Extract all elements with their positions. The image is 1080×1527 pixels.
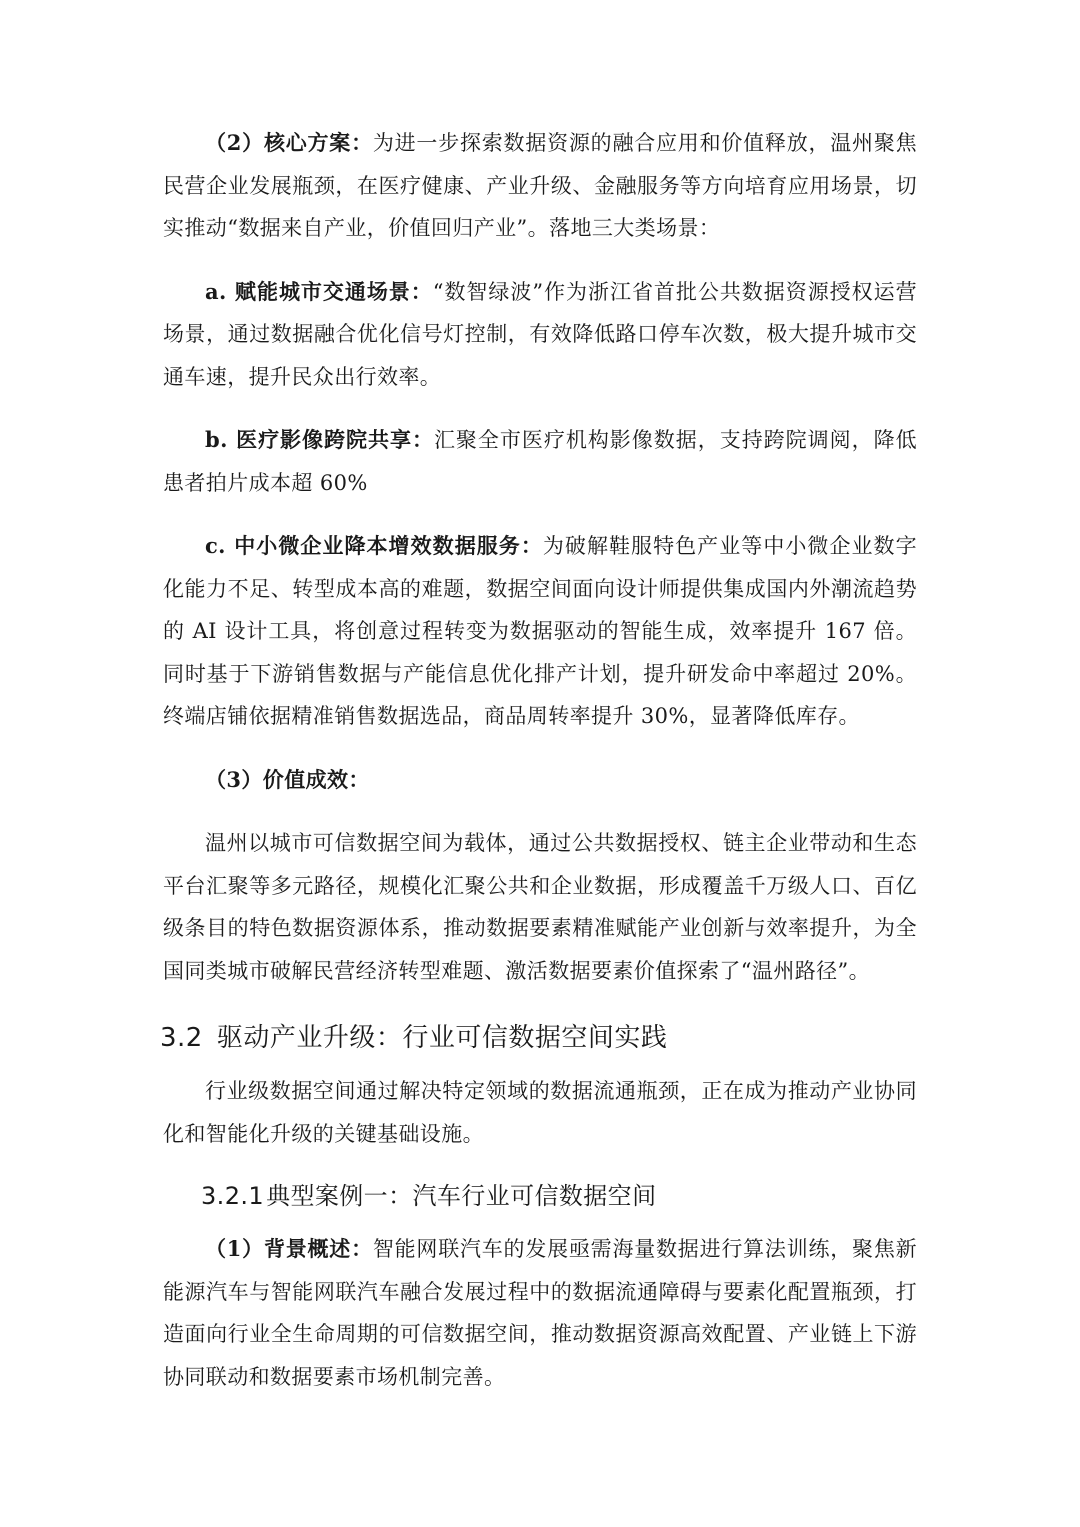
paragraph-value-body <box>163 822 917 992</box>
paragraph-lead: b. 医疗影像跨院共享： <box>205 427 434 452</box>
section-title: 驱动产业升级：行业可信数据空间实践 <box>216 1023 668 1053</box>
paragraph-text: 行业级数据空间通过解决特定领域的数据流通瓶颈，正在成为推动产业协同化和智能化升级的关键基础设施。 <box>163 1079 917 1146</box>
paragraph-lead: （3）价值成效： <box>205 766 370 792</box>
paragraph-text: 智能网联汽车的发展亟需海量数据进行算法训练，聚焦新能源汽车与智能网联汽车融合发展过程中的数据流通障碍与要素化配置瓶颈，打造面向行业全生命周期的可信数据空间，推动数据资源高效配置、产业链上下游协同联动和数据要素市场机制完善。 <box>163 1237 917 1389</box>
paragraph-section-intro <box>163 1070 917 1155</box>
paragraph-lead: c. 中小微企业降本增效数据服务： <box>205 533 543 558</box>
paragraph-value-heading <box>163 759 917 802</box>
paragraph-core-solution <box>163 122 917 250</box>
document-page <box>160 122 917 1419</box>
paragraph-lead: a. 赋能城市交通场景： <box>205 278 433 304</box>
section-heading-3-2-1 <box>201 1176 917 1216</box>
paragraph-scenario-b <box>163 419 917 504</box>
paragraph-background <box>163 1228 917 1398</box>
paragraph-text: 为破解鞋服特色产业等中小微企业数字化能力不足、转型成本高的难题，数据空间面向设计师提供集成国内外潮流趋势的 AI 设计工具，将创意过程转变为数据驱动的智能生成，效率提升 167 倍。同时基于下游销售数据与产能信息优化排产计划，提升研发命中率超过 20%。终端店铺依据精准销售数据选品，商品周转率提升 30%，显著降低库存。 <box>163 534 917 728</box>
paragraph-text: “数智绿波”作为浙江省首批公共数据资源授权运营场景，通过数据融合优化信号灯控制，有效降低路口停车次数，极大提升城市交通车速，提升民众出行效率。 <box>163 279 917 389</box>
paragraph-text: 为进一步探索数据资源的融合应用和价值释放，温州聚焦民营企业发展瓶颈，在医疗健康、产业升级、金融服务等方向培育应用场景，切实推动“数据来自产业，价值回归产业”。落地三大类场景： <box>163 131 917 240</box>
section-number: 3.2 <box>160 1023 203 1053</box>
paragraph-text: 温州以城市可信数据空间为载体，通过公共数据授权、链主企业带动和生态平台汇聚等多元路径，规模化汇聚公共和企业数据，形成覆盖千万级人口、百亿级条目的特色数据资源体系，推动数据要素精准赋能产业创新与效率提升，为全国同类城市破解民营经济转型难题、激活数据要素价值探索了“温州路径”。 <box>163 831 917 983</box>
paragraph-scenario-c <box>163 525 917 738</box>
section-title: 典型案例一：汽车行业可信数据空间 <box>266 1182 657 1210</box>
paragraph-text: 汇聚全市医疗机构影像数据，支持跨院调阅，降低患者拍片成本超 60% <box>163 428 917 495</box>
paragraph-lead: （2）核心方案： <box>205 130 373 155</box>
section-number: 3.2.1 <box>201 1182 265 1210</box>
paragraph-scenario-a <box>163 271 917 399</box>
paragraph-lead: （1）背景概述： <box>205 1236 373 1261</box>
section-heading-3-2 <box>160 1016 917 1060</box>
